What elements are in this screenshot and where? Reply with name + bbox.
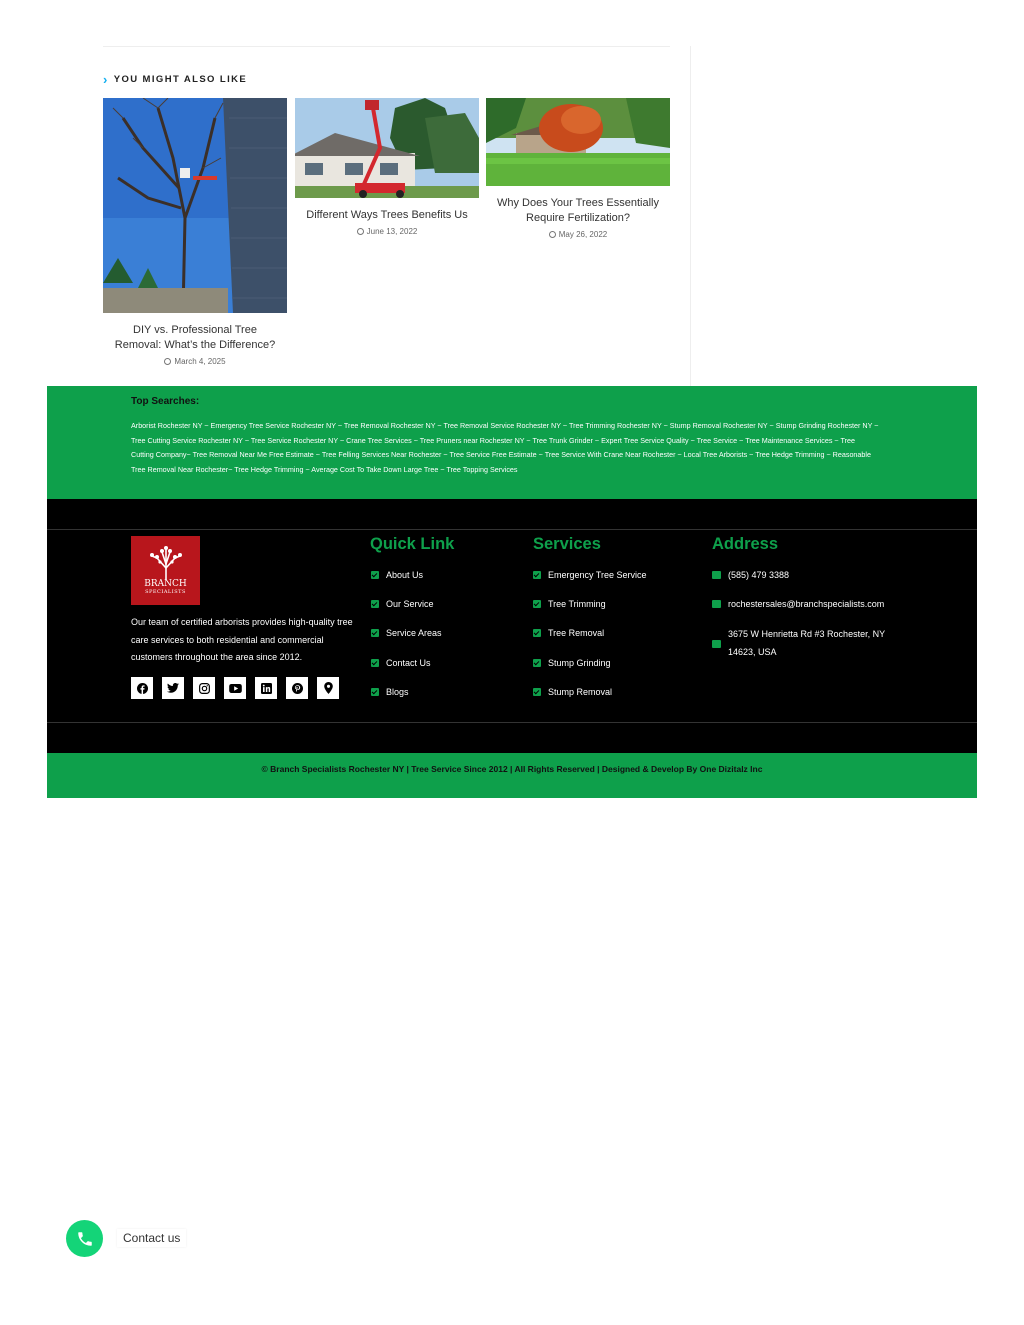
youtube-icon[interactable] bbox=[224, 677, 246, 699]
footer-service-removal[interactable] bbox=[533, 628, 604, 638]
chevron-right-icon: › bbox=[103, 72, 109, 87]
related-post-date bbox=[103, 357, 287, 366]
check-square-icon bbox=[371, 688, 379, 696]
related-post-image[interactable] bbox=[486, 98, 670, 186]
top-searches-section bbox=[47, 386, 977, 499]
footer-service-stump-removal[interactable] bbox=[533, 687, 612, 697]
related-post-date-text: June 13, 2022 bbox=[366, 227, 418, 236]
check-square-icon bbox=[371, 571, 379, 579]
related-posts-heading-text: YOU MIGHT ALSO LIKE bbox=[113, 74, 248, 85]
related-post-date bbox=[295, 227, 479, 236]
footer-link-label: About Us bbox=[386, 570, 424, 580]
phone-icon bbox=[76, 1230, 94, 1248]
services-title: Services bbox=[533, 535, 601, 553]
quick-link-title: Quick Link bbox=[370, 535, 455, 553]
footer-link-about-us[interactable] bbox=[371, 570, 423, 580]
map-marker-icon[interactable] bbox=[317, 677, 339, 699]
footer-link-contact-us[interactable] bbox=[371, 658, 431, 668]
twitter-icon[interactable] bbox=[162, 677, 184, 699]
footer-about-text: Our team of certified arborists provides high-quality tree care services to both residential and commercial customers throughout the area since 2012. bbox=[131, 617, 353, 662]
linkedin-icon[interactable] bbox=[255, 677, 277, 699]
check-square-icon bbox=[371, 600, 379, 608]
address-title: Address bbox=[712, 535, 779, 553]
site-footer bbox=[47, 499, 977, 753]
mail-bulk-icon bbox=[712, 600, 721, 608]
footer-service-label: Stump Grinding bbox=[548, 658, 611, 668]
top-searches-title: Top Searches: bbox=[131, 396, 200, 407]
footer-phone-text: (585) 479 3388 bbox=[728, 570, 790, 580]
top-searches-text: Arborist Rochester NY ~ Emergency Tree Service Rochester NY ~ Tree Removal Rochester NY ~ Tree Removal Service Rochester NY ~ Tree Trimming Rochester NY ~ Stump Removal Rochester NY ~ Stump Grinding Rochester NY ~ Tree Cutting Service Rochester NY ~ Tree Service Rochester NY ~ Crane Tree Services ~ Tree Pruners near Rochester NY ~ Tree Trunk Grinder ~ Expert Tree Service Quality ~ Tree Service ~ Tree Maintenance Services ~ Tree Cutting Company~ Tree Removal Near Me Free Estimate ~ Tree Felling Services Near Rochester ~ Tree Service Free Estimate ~ Tree Service With Crane Near Rochester ~ Local Tree Arborists ~ Tree Hedge Trimming ~ Reasonable Tree Removal Near Rochester~ Tree Hedge Trimming ~ Average Cost To Take Down Large Tree ~ Tree Topping Services bbox=[131, 421, 879, 475]
footer-email-text: rochestersales@branchspecialists.com bbox=[728, 599, 885, 609]
footer-location[interactable] bbox=[712, 626, 902, 661]
related-post-date-text: May 26, 2022 bbox=[558, 230, 608, 239]
footer-link-blogs[interactable] bbox=[371, 687, 409, 697]
footer-location-text: 3675 W Henrietta Rd #3 Rochester, NY 14623, USA bbox=[728, 629, 885, 657]
tree-logo-icon bbox=[148, 546, 184, 580]
check-square-icon bbox=[371, 629, 379, 637]
instagram-icon[interactable] bbox=[193, 677, 215, 699]
related-post-card[interactable] bbox=[295, 98, 479, 236]
check-square-icon bbox=[533, 659, 541, 667]
facebook-icon[interactable] bbox=[131, 677, 153, 699]
check-square-icon bbox=[371, 659, 379, 667]
clock-icon bbox=[357, 228, 364, 235]
footer-service-label: Emergency Tree Service bbox=[548, 570, 647, 580]
footer-service-label: Tree Trimming bbox=[548, 599, 606, 609]
phone-icon bbox=[712, 571, 721, 579]
logo-subtext: SPECIALISTS bbox=[145, 589, 186, 595]
footer-link-label: Blogs bbox=[386, 687, 409, 697]
footer-divider bbox=[47, 529, 977, 530]
sidebar-divider bbox=[690, 46, 691, 386]
check-square-icon bbox=[533, 688, 541, 696]
related-post-title[interactable]: DIY vs. Professional Tree Removal: What’s the Difference? bbox=[114, 324, 276, 351]
footer-service-emergency[interactable] bbox=[533, 570, 647, 580]
footer-service-label: Stump Removal bbox=[548, 687, 613, 697]
footer-link-service-areas[interactable] bbox=[371, 628, 442, 638]
footer-email[interactable] bbox=[712, 599, 884, 609]
social-links bbox=[131, 677, 339, 699]
branch-specialists-logo[interactable] bbox=[131, 536, 200, 605]
logo-text: BRANCH bbox=[144, 579, 187, 589]
related-post-date bbox=[486, 230, 670, 239]
clock-icon bbox=[164, 358, 171, 365]
content-divider bbox=[103, 46, 670, 47]
check-square-icon bbox=[533, 600, 541, 608]
related-post-title[interactable]: Why Does Your Trees Essentially Require Fertilization? bbox=[496, 197, 660, 224]
copyright-text: © Branch Specialists Rochester NY | Tree Service Since 2012 | All Rights Reserved | Designed & Develop By One Dizitalz Inc bbox=[261, 764, 763, 774]
check-square-icon bbox=[533, 629, 541, 637]
related-post-title[interactable]: Different Ways Trees Benefits Us bbox=[306, 209, 468, 221]
footer-link-label: Contact Us bbox=[386, 658, 431, 668]
footer-service-stump-grinding[interactable] bbox=[533, 658, 611, 668]
related-post-image[interactable] bbox=[295, 98, 479, 198]
contact-call-button[interactable] bbox=[66, 1220, 103, 1257]
footer-link-label: Service Areas bbox=[386, 628, 442, 638]
check-square-icon bbox=[533, 571, 541, 579]
footer-service-label: Tree Removal bbox=[548, 628, 605, 638]
location-icon bbox=[712, 640, 721, 648]
related-post-card[interactable] bbox=[486, 98, 670, 239]
footer-link-our-service[interactable] bbox=[371, 599, 434, 609]
copyright-bar bbox=[47, 753, 977, 798]
clock-icon bbox=[549, 231, 556, 238]
footer-link-label: Our Service bbox=[386, 599, 434, 609]
footer-service-trimming[interactable] bbox=[533, 599, 606, 609]
related-post-image[interactable] bbox=[103, 98, 287, 313]
pinterest-icon[interactable] bbox=[286, 677, 308, 699]
footer-divider bbox=[47, 722, 977, 723]
related-post-card[interactable] bbox=[103, 98, 287, 366]
related-posts-heading bbox=[103, 72, 247, 87]
related-post-date-text: March 4, 2025 bbox=[174, 357, 226, 366]
contact-us-label[interactable]: Contact us bbox=[117, 1229, 186, 1247]
footer-phone[interactable] bbox=[712, 570, 789, 580]
